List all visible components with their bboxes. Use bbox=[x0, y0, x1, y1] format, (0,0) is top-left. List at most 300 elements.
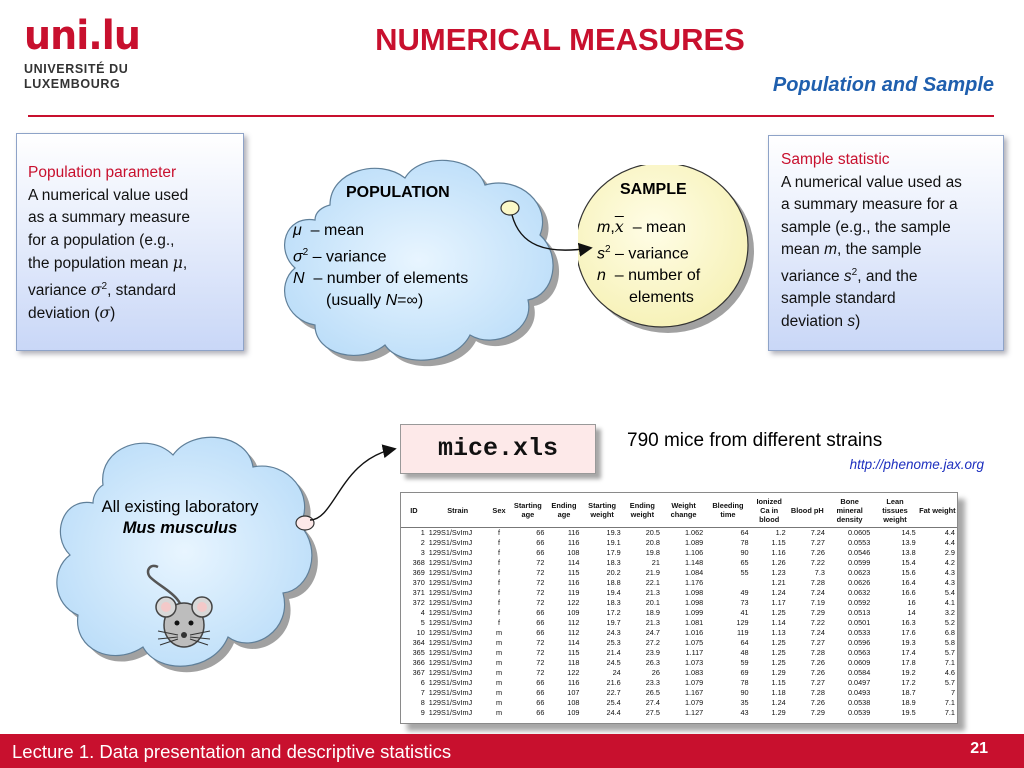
table-row bbox=[401, 528, 957, 539]
table-cell: 1.073 bbox=[684, 658, 704, 668]
table-cell: 129S1/SvImJ bbox=[428, 698, 473, 708]
table-cell: 1.29 bbox=[771, 708, 786, 718]
population-parameter-line bbox=[28, 252, 235, 276]
table-cell bbox=[705, 578, 750, 588]
lab-line1: All existing laboratory bbox=[101, 498, 259, 516]
table-cell: 49 bbox=[740, 588, 749, 598]
table-row bbox=[401, 568, 957, 578]
table-row bbox=[401, 608, 957, 618]
population-count-line bbox=[293, 268, 468, 290]
table-cell: 24.4 bbox=[606, 708, 621, 718]
table-cell: 4.1 bbox=[944, 598, 955, 608]
text-fragment: deviation bbox=[781, 312, 848, 330]
table-cell: 0.0623 bbox=[847, 568, 871, 578]
logo-mark: uni.lu bbox=[24, 13, 140, 59]
table-cell: 48 bbox=[740, 648, 749, 658]
table-cell: 1.148 bbox=[684, 558, 704, 568]
table-cell: 66 bbox=[536, 708, 545, 718]
table-cell: 4.6 bbox=[944, 668, 955, 678]
table-cell: 1.083 bbox=[684, 668, 704, 678]
table-cell: 1.016 bbox=[684, 628, 704, 638]
table-cell: 116 bbox=[567, 528, 580, 538]
table-cell: 24.3 bbox=[606, 628, 621, 638]
table-cell: 21.3 bbox=[645, 618, 660, 628]
table-cell: 66 bbox=[536, 548, 545, 558]
text-fragment: – mean bbox=[301, 222, 365, 239]
table-cell: 7.24 bbox=[810, 588, 825, 598]
table-cell: 1.29 bbox=[771, 668, 786, 678]
text-fragment: – number of bbox=[605, 267, 701, 285]
n-symbol: N bbox=[385, 292, 398, 310]
footer-text: Lecture 1. Data presentation and descriptive statistics bbox=[12, 741, 452, 762]
table-cell: 1.18 bbox=[771, 688, 786, 698]
table-header-cell: Sex bbox=[489, 493, 510, 528]
table-cell: 129S1/SvImJ bbox=[428, 678, 473, 688]
table-cell: m bbox=[495, 628, 503, 638]
table-cell: 1.14 bbox=[771, 618, 786, 628]
mu-symbol: μ bbox=[293, 222, 302, 239]
table-cell: 115 bbox=[567, 648, 580, 658]
sample-statistic-line bbox=[781, 239, 995, 262]
table-cell: 19.7 bbox=[606, 618, 621, 628]
table-cell: 116 bbox=[567, 578, 580, 588]
table-cell: 6 bbox=[420, 678, 425, 688]
text-fragment: , bbox=[610, 219, 615, 236]
table-cell: f bbox=[497, 538, 500, 548]
mu-symbol: μ bbox=[172, 254, 183, 272]
population-parameter-line bbox=[28, 276, 235, 303]
table-cell: 65 bbox=[740, 558, 749, 568]
table-cell: 66 bbox=[536, 538, 545, 548]
table-cell: 19.2 bbox=[901, 668, 916, 678]
table-cell: 26.5 bbox=[645, 688, 660, 698]
logo-text-line1: UNIVERSITÉ DU bbox=[24, 62, 129, 76]
table-cell: 7.27 bbox=[810, 678, 825, 688]
table-cell: 109 bbox=[567, 608, 580, 618]
table-cell: 24.7 bbox=[645, 628, 660, 638]
table-cell: 1.075 bbox=[684, 638, 704, 648]
table-row bbox=[401, 708, 957, 718]
table-cell: 129S1/SvImJ bbox=[428, 528, 473, 538]
table-cell: f bbox=[497, 548, 500, 558]
table-cell: 1.098 bbox=[684, 598, 704, 608]
table-cell: 1.15 bbox=[771, 678, 786, 688]
table-cell: 1.106 bbox=[684, 548, 704, 558]
table-cell: 17.6 bbox=[901, 628, 916, 638]
table-cell: 15.6 bbox=[901, 568, 916, 578]
text-fragment: ) bbox=[110, 305, 116, 323]
text-fragment: – mean bbox=[623, 219, 687, 236]
table-cell: 129S1/SvImJ bbox=[428, 538, 473, 548]
table-cell: f bbox=[497, 558, 500, 568]
table-cell: 1.25 bbox=[771, 638, 786, 648]
mice-caption: 790 mice from different strains bbox=[627, 430, 883, 451]
table-cell: 0.0538 bbox=[847, 698, 871, 708]
table-cell: 114 bbox=[567, 638, 580, 648]
table-cell: 0.0513 bbox=[847, 608, 871, 618]
table-row bbox=[401, 688, 957, 698]
table-cell: 6.8 bbox=[944, 628, 955, 638]
table-cell: 1.13 bbox=[771, 628, 786, 638]
table-cell: 5.7 bbox=[944, 678, 955, 688]
table-cell: 0.0563 bbox=[847, 648, 871, 658]
table-cell: 1.167 bbox=[684, 688, 704, 698]
table-header-cell: Bleeding time bbox=[705, 493, 750, 528]
table-cell: 1.24 bbox=[771, 698, 786, 708]
table-cell: 23.3 bbox=[645, 678, 660, 688]
sample-statistic-line bbox=[781, 311, 995, 334]
sample-variance-line bbox=[597, 239, 700, 265]
table-cell: 72 bbox=[536, 598, 545, 608]
table-cell: 72 bbox=[536, 588, 545, 598]
table-cell: 119 bbox=[567, 588, 580, 598]
sample-statistic-line: a summary measure for a bbox=[781, 196, 958, 213]
table-cell: 371 bbox=[412, 588, 425, 598]
table-cell: 129S1/SvImJ bbox=[428, 578, 473, 588]
superscript: 2 bbox=[605, 244, 611, 255]
table-cell: 115 bbox=[567, 568, 580, 578]
table-cell: 0.0546 bbox=[847, 548, 871, 558]
table-cell: 129S1/SvImJ bbox=[428, 568, 473, 578]
table-cell: 7.26 bbox=[810, 698, 825, 708]
table-header-cell: ID bbox=[401, 493, 427, 528]
table-cell: 78 bbox=[740, 538, 749, 548]
sample-statistic-line: A numerical value used as bbox=[781, 173, 962, 191]
table-row bbox=[401, 678, 957, 688]
table-cell: 21.4 bbox=[606, 648, 621, 658]
table-cell: 35 bbox=[740, 698, 749, 708]
s-symbol: s bbox=[843, 267, 852, 285]
table-header-cell: Ending age bbox=[546, 493, 581, 528]
table-cell: 20.5 bbox=[645, 528, 660, 538]
text-fragment: , standard bbox=[107, 281, 176, 299]
table-cell: 129S1/SvImJ bbox=[428, 638, 473, 648]
table-cell: 21.9 bbox=[645, 568, 660, 578]
table-cell: 1.16 bbox=[771, 548, 786, 558]
table-cell: 0.0632 bbox=[847, 588, 871, 598]
table-cell: 3 bbox=[420, 548, 425, 558]
table-cell: 18.3 bbox=[606, 598, 621, 608]
table-cell: 108 bbox=[567, 548, 580, 558]
text-fragment: ) bbox=[855, 312, 861, 330]
m-symbol: m bbox=[824, 241, 838, 258]
table-cell: 108 bbox=[567, 698, 580, 708]
table-cell: 0.0553 bbox=[847, 538, 871, 548]
table-cell: 0.0609 bbox=[847, 658, 871, 668]
table-cell: 64 bbox=[740, 528, 749, 538]
text-fragment: deviation bbox=[28, 305, 95, 323]
table-cell: 0.0596 bbox=[847, 638, 871, 648]
table-cell: 366 bbox=[412, 658, 425, 668]
table-cell: 364 bbox=[412, 638, 425, 648]
table-cell: 129S1/SvImJ bbox=[428, 628, 473, 638]
page-number: 21 bbox=[970, 740, 988, 757]
table-body bbox=[401, 528, 957, 719]
table-header-cell: Bone mineral density bbox=[827, 493, 872, 528]
sigma-symbol: σ bbox=[99, 304, 111, 323]
table-row bbox=[401, 578, 957, 588]
table-cell: 129 bbox=[736, 618, 749, 628]
table-cell: 17.8 bbox=[901, 658, 916, 668]
table-cell: 18.9 bbox=[645, 608, 660, 618]
table-row bbox=[401, 658, 957, 668]
table-cell: 19.5 bbox=[901, 708, 916, 718]
xbar-symbol: $\overline{x}$ bbox=[614, 217, 624, 236]
slide-title: NUMERICAL MEASURES bbox=[375, 22, 745, 57]
table-cell: 4.4 bbox=[944, 528, 955, 538]
table-cell: 1.099 bbox=[684, 608, 704, 618]
table-cell: 14 bbox=[907, 608, 916, 618]
table-cell: 4.4 bbox=[944, 538, 955, 548]
table-cell: 17.4 bbox=[901, 648, 916, 658]
sample-statistic-heading: Sample statistic bbox=[781, 151, 890, 168]
mouse-icon bbox=[140, 555, 228, 651]
table-cell: 112 bbox=[567, 628, 580, 638]
table-cell: 1.24 bbox=[771, 588, 786, 598]
table-cell: f bbox=[497, 608, 500, 618]
table-cell: m bbox=[495, 688, 503, 698]
table-cell: 19.3 bbox=[901, 638, 916, 648]
table-cell: 14.5 bbox=[901, 528, 916, 538]
table-cell: 41 bbox=[740, 608, 749, 618]
table-cell: f bbox=[497, 578, 500, 588]
n-symbol: N bbox=[293, 270, 305, 288]
table-cell: 7.27 bbox=[810, 538, 825, 548]
table-cell: 90 bbox=[740, 548, 749, 558]
table-cell: 129S1/SvImJ bbox=[428, 668, 473, 678]
table-cell: 129S1/SvImJ bbox=[428, 618, 473, 628]
mice-file-box bbox=[400, 424, 596, 474]
table-cell: 7 bbox=[420, 688, 425, 698]
superscript: 2 bbox=[302, 247, 309, 258]
table-cell: 20.2 bbox=[606, 568, 621, 578]
text-fragment: (usually bbox=[326, 292, 386, 310]
table-cell: 66 bbox=[536, 608, 545, 618]
table-cell: 22.7 bbox=[606, 688, 621, 698]
superscript: 2 bbox=[851, 266, 858, 278]
table-cell: 109 bbox=[567, 708, 580, 718]
population-variance-line bbox=[293, 242, 468, 268]
table-cell: 27.4 bbox=[645, 698, 660, 708]
table-cell: 0.0539 bbox=[847, 708, 871, 718]
sample-symbols bbox=[597, 216, 700, 309]
table-cell: 1.062 bbox=[684, 528, 704, 538]
table-cell: 1.081 bbox=[684, 618, 704, 628]
table-cell: 7.28 bbox=[810, 648, 825, 658]
superscript: 2 bbox=[101, 280, 108, 292]
s-symbol: s bbox=[847, 312, 856, 330]
population-parameter-box bbox=[16, 133, 244, 351]
table-row bbox=[401, 698, 957, 708]
table-cell: 7.29 bbox=[810, 608, 825, 618]
text-fragment: mean bbox=[781, 241, 825, 258]
table-cell: 21 bbox=[651, 558, 660, 568]
table-header-cell: Blood pH bbox=[788, 493, 827, 528]
text-fragment: elements bbox=[629, 289, 694, 307]
population-parameter-line: for a population (e.g., bbox=[28, 231, 175, 249]
table-cell: 20.1 bbox=[645, 598, 660, 608]
table-cell: 18.7 bbox=[901, 688, 916, 698]
table-cell: 7.29 bbox=[810, 708, 825, 718]
table-cell: m bbox=[495, 638, 503, 648]
table-cell: 78 bbox=[740, 678, 749, 688]
table-cell: 1.15 bbox=[771, 538, 786, 548]
sample-statistic-line: sample (e.g., the sample bbox=[781, 218, 951, 236]
table-cell: 1.176 bbox=[684, 578, 704, 588]
table-cell: 4.3 bbox=[944, 578, 955, 588]
table-cell: 5.8 bbox=[944, 638, 955, 648]
table-cell: 112 bbox=[567, 618, 580, 628]
table-cell: 4.2 bbox=[944, 558, 955, 568]
table-cell: 7.19 bbox=[810, 598, 825, 608]
table-cell: 17.9 bbox=[606, 548, 621, 558]
table-cell: 19.3 bbox=[606, 528, 621, 538]
table-cell: 369 bbox=[412, 568, 425, 578]
mice-file-label: mice.xls bbox=[437, 434, 559, 463]
table-cell: 2.9 bbox=[944, 548, 955, 558]
table-cell: 59 bbox=[740, 658, 749, 668]
table-cell: 7.22 bbox=[810, 558, 825, 568]
table-cell: 129S1/SvImJ bbox=[428, 588, 473, 598]
table-row bbox=[401, 668, 957, 678]
header-divider bbox=[28, 115, 994, 117]
table-header-cell: Weight change bbox=[662, 493, 705, 528]
table-cell: 20.8 bbox=[645, 538, 660, 548]
table-cell: 64 bbox=[740, 638, 749, 648]
table-cell: f bbox=[497, 568, 500, 578]
table-cell: 129S1/SvImJ bbox=[428, 708, 473, 718]
table-cell: 13.8 bbox=[901, 548, 916, 558]
table-cell: 116 bbox=[567, 678, 580, 688]
table-cell: 1.25 bbox=[771, 658, 786, 668]
table-cell: 7.3 bbox=[814, 568, 825, 578]
table-cell: 4.3 bbox=[944, 568, 955, 578]
population-mean-line bbox=[293, 220, 468, 242]
table-cell: 114 bbox=[567, 558, 580, 568]
table-cell: 1.084 bbox=[684, 568, 704, 578]
table-cell: 72 bbox=[536, 558, 545, 568]
table-cell: 13.9 bbox=[901, 538, 916, 548]
table-cell: 73 bbox=[740, 598, 749, 608]
m-symbol: m bbox=[597, 219, 611, 236]
table-cell: f bbox=[497, 588, 500, 598]
table-cell: 1.23 bbox=[771, 568, 786, 578]
table-header-cell: Fat weight bbox=[918, 493, 957, 528]
slide-subtitle: Population and Sample bbox=[772, 74, 994, 96]
text-fragment: , bbox=[182, 255, 188, 272]
table-cell: 1.117 bbox=[685, 648, 704, 658]
table-cell: 72 bbox=[536, 578, 545, 588]
table-cell: 17.2 bbox=[606, 608, 621, 618]
table-cell: 7.28 bbox=[810, 578, 825, 588]
table-row bbox=[401, 548, 957, 558]
table-cell: 0.0497 bbox=[847, 678, 871, 688]
table-cell: 18.3 bbox=[606, 558, 621, 568]
sample-title: SAMPLE bbox=[620, 181, 687, 198]
table-cell: 7.26 bbox=[810, 548, 825, 558]
table-cell: 1.17 bbox=[771, 598, 786, 608]
table-cell: 2 bbox=[420, 538, 425, 548]
table-cell: 5.4 bbox=[944, 588, 955, 598]
table-cell: m bbox=[495, 708, 503, 718]
table-cell: 72 bbox=[536, 638, 545, 648]
table-row bbox=[401, 638, 957, 648]
table-cell: 1.127 bbox=[684, 708, 704, 718]
sample-statistic-box bbox=[768, 135, 1004, 351]
table-cell: 1 bbox=[420, 528, 425, 538]
text-fragment: =∞) bbox=[397, 292, 424, 310]
population-title: POPULATION bbox=[346, 184, 450, 201]
phenome-link[interactable]: http://phenome.jax.org bbox=[849, 457, 984, 472]
table-cell: 122 bbox=[567, 668, 580, 678]
table-cell: 24 bbox=[612, 668, 621, 678]
table-cell: 0.0493 bbox=[847, 688, 871, 698]
population-parameter-line: as a summary measure bbox=[28, 209, 190, 226]
table-cell: 9 bbox=[420, 708, 425, 718]
table-cell: 66 bbox=[536, 618, 545, 628]
table-cell: f bbox=[497, 598, 500, 608]
table-cell: 1.25 bbox=[771, 608, 786, 618]
population-parameter-heading: Population parameter bbox=[28, 164, 177, 181]
table-cell: m bbox=[495, 668, 503, 678]
table-row bbox=[401, 618, 957, 628]
table-cell: 129S1/SvImJ bbox=[428, 558, 473, 568]
table-cell: 22.1 bbox=[645, 578, 660, 588]
table-cell: 27.5 bbox=[645, 708, 660, 718]
table-cell: 7.1 bbox=[944, 708, 955, 718]
table-row bbox=[401, 648, 957, 658]
table-cell: 1.098 bbox=[684, 588, 704, 598]
table-cell: 129S1/SvImJ bbox=[428, 648, 473, 658]
table-cell: 5 bbox=[420, 618, 425, 628]
table-cell: 23.9 bbox=[645, 648, 660, 658]
table-cell: 19.8 bbox=[645, 548, 660, 558]
table-cell: 119 bbox=[736, 628, 749, 638]
table-row bbox=[401, 588, 957, 598]
table-cell: m bbox=[495, 678, 503, 688]
table-cell: 372 bbox=[412, 598, 425, 608]
table-cell: 18.8 bbox=[606, 578, 621, 588]
text-fragment: variance bbox=[781, 267, 844, 285]
table-cell: 370 bbox=[412, 578, 425, 588]
table-cell: 19.1 bbox=[606, 538, 621, 548]
table-cell: 16.3 bbox=[901, 618, 916, 628]
text-fragment: variance bbox=[28, 281, 91, 299]
table-cell: m bbox=[495, 648, 503, 658]
table-cell: 7.27 bbox=[810, 638, 825, 648]
table-cell: 365 bbox=[412, 648, 425, 658]
table-cell: 7.26 bbox=[810, 658, 825, 668]
table-cell: 129S1/SvImJ bbox=[428, 688, 473, 698]
table-cell: 116 bbox=[567, 538, 580, 548]
table-cell: 0.0599 bbox=[847, 558, 871, 568]
table-cell: 15.4 bbox=[901, 558, 916, 568]
table-cell: 66 bbox=[536, 628, 545, 638]
table-cell: 7.24 bbox=[810, 528, 825, 538]
table-cell: 0.0533 bbox=[847, 628, 871, 638]
lab-line2: Mus musculus bbox=[122, 519, 238, 537]
table-cell: 0.0501 bbox=[847, 618, 871, 628]
table-cell: m bbox=[495, 698, 503, 708]
table-header-cell: Lean tissues weight bbox=[872, 493, 917, 528]
table-cell: 7.24 bbox=[810, 628, 825, 638]
population-usually-line bbox=[293, 290, 468, 312]
table-cell: 0.0592 bbox=[847, 598, 871, 608]
table-cell: 129S1/SvImJ bbox=[428, 658, 473, 668]
table-cell: 1.26 bbox=[771, 558, 786, 568]
table-cell: 26 bbox=[651, 668, 660, 678]
table-cell: 118 bbox=[567, 658, 580, 668]
